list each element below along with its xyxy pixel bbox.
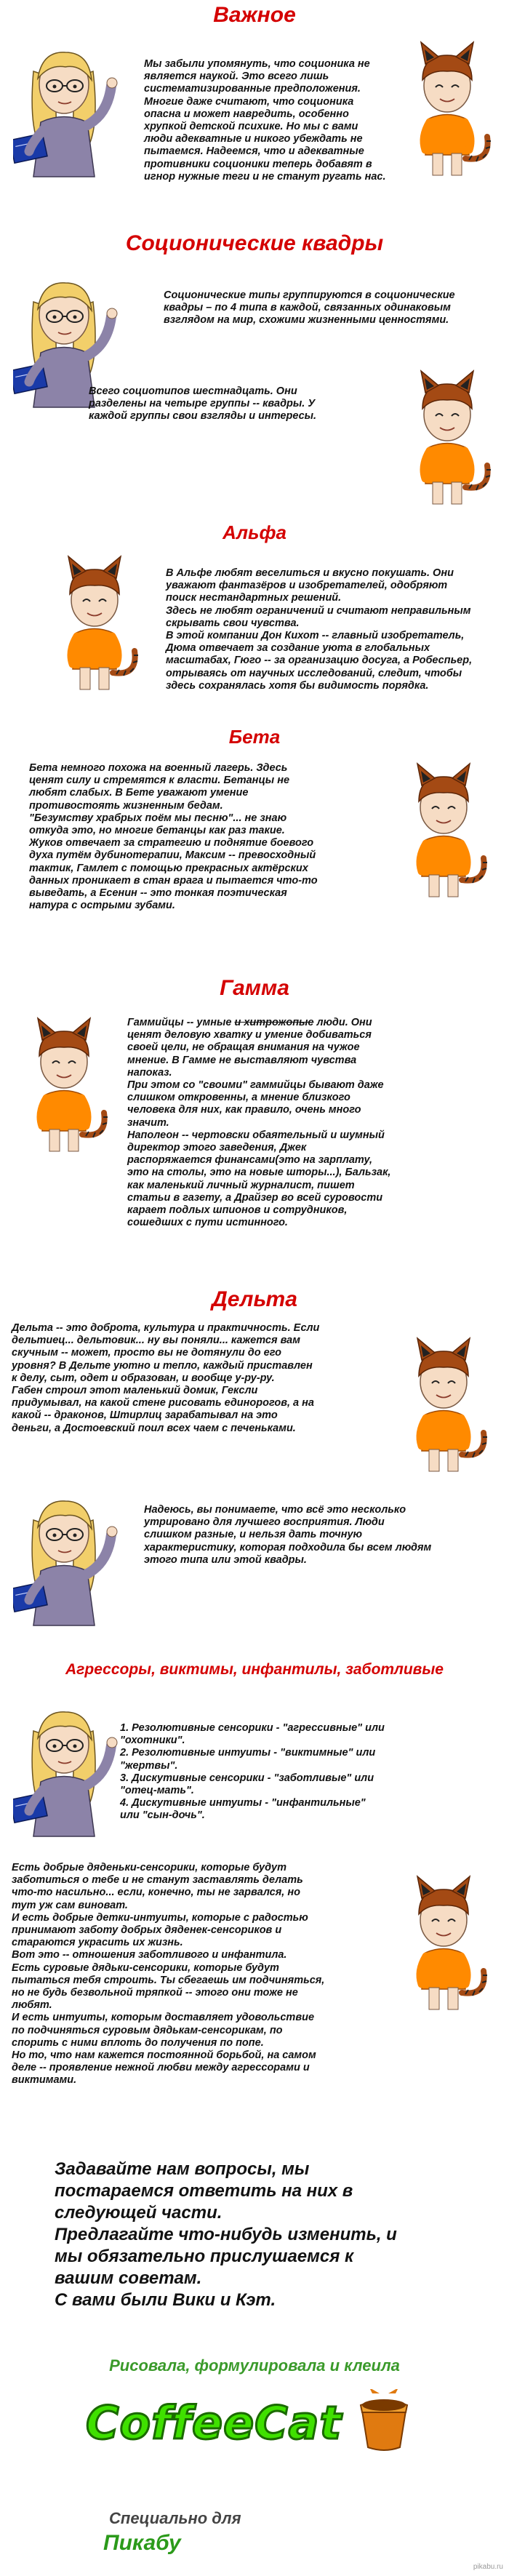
gamma-text bbox=[127, 1017, 454, 1229]
section-title-aggressors: Агрессоры, виктимы, инфантилы, заботливые bbox=[65, 1661, 444, 1678]
gamma-text-start: Гаммийцы -- умные bbox=[127, 1017, 235, 1028]
section-title-gamma: Гамма bbox=[220, 976, 289, 1000]
section-title-delta: Дельта bbox=[212, 1287, 297, 1311]
site-name: Пикабу bbox=[103, 2531, 181, 2555]
section-title-beta: Бета bbox=[228, 726, 281, 748]
gamma-text-rest: люди. Они ценят деловую хватку и умение добиваться своей цели, не обращая внимания на чужое мнение. В Гамме не выставляют чувства напоказ. При этом со "своими" гаммийцы бывают даже слишком откровенны, а мнение близкого человека для них, как правило, очень много значит. Наполеон -- чертовски обаятельный и шумный директор этого заведения, Джек распоряжается финансами(это на зарплату, это на столы, это на новые шторы...), Бальзак, как маленький личный журналист, пишет статьи в газету, а Драйзер во всей суровости карает подлых шпионов и сотрудников, сошедших с пути истинного. bbox=[127, 1017, 391, 1229]
cat-boy-icon bbox=[396, 364, 505, 516]
cat-boy-icon bbox=[13, 1011, 122, 1164]
alpha-text: В Альфе любят веселиться и вкусно покушать. Они уважают фантазёров и изобретателей, одобряют поиск нестандартных решений. Здесь не любят ограничений и считают неправильным скрывать свои чувства. В этой компании Дон Кихот -- главный изобретатель, Дюма отвечает за создание уюта в глобальных масштабах, Гюго -- за организацию досуга, а Робеспьер, отрываясь от научных исследований, следит, чтобы здесь сохранялась хотя бы видимость порядка. bbox=[166, 567, 473, 692]
cat-boy-icon bbox=[44, 549, 153, 702]
girl-with-glasses-icon bbox=[13, 1695, 122, 1847]
section-title-alpha: Альфа bbox=[223, 521, 286, 543]
aggressors-list: 1. Резолютивные сенсорики - "агрессивные" или "охотники". 2. Резолютивные интуиты - "виктимные" или "жертвы". 3. Дискутивные сенсорики - "заботливые" или "отец-мать". 4. Дискутивные интуиты - "инфантильные" или "сын-дочь". bbox=[120, 1722, 385, 1822]
beta-text: Бета немного похожа на военный лагерь. Здесь ценят силу и стремятся к власти. Бетанцы не любят слабых. В Бете уважают умение противостоять жизненным бедам. "Безумству храбрых поём мы песню"... не знаю откуда это, но многие бетанцы как раз такие. Жуков отвечает за стратегию и поднятие боевого духа путём дубинотерапии, Максим -- превосходный тактик, Гамлет с помощью прекрасных актёрских данных проникает в стан врага и пытается что-то выведать, а Есенин -- это тонкая поэтическая натура с острыми зубами. bbox=[29, 762, 318, 912]
cat-boy-icon bbox=[396, 35, 505, 188]
credit-line: Рисовала, формулировала и клеила bbox=[109, 2356, 400, 2375]
delta-text-2: Надеюсь, вы понимаете, что всё это несколько утрировано для лучшего восприятия. Люди слишком разные, и нельзя дать точную характеристику, которая подходила бы всем людям этого типа или этой квадры. bbox=[144, 1504, 432, 1566]
quadras-text: Соционические типы группируются в соционические квадры – по 4 типа в каждой, связанных одинаковым взглядом на мир, схожими жизненными ценностями. bbox=[164, 289, 455, 327]
cat-boy-icon bbox=[393, 1331, 502, 1484]
coffee-cup-icon bbox=[355, 2389, 413, 2455]
girl-with-glasses-icon bbox=[13, 1484, 122, 1636]
section-title-quadras: Соционические квадры bbox=[125, 231, 384, 255]
delta-text: Дельта -- это доброта, культура и практичность. Если дельтиец... дельтовик... ну вы поняли... кажется вам скучным -- может, просто вы не дотянули до его уровня? В Дельте уютно и тепло, каждый приставлен к делу, сыт, одет и образован, и вообще у-ру-ру. Габен строил этот маленький домик, Гексли придумывал, на какой стене рисовать единорогов, а на какой -- драконов, Штирлиц зарабатывал на это деньги, а Достоевский поил всех чаем с печеньками. bbox=[12, 1322, 320, 1434]
section-title-important: Важное bbox=[213, 3, 296, 27]
cat-boy-icon bbox=[393, 1869, 502, 2022]
important-text: Мы забыли упомянуть, что соционика не является наукой. Это всего лишь систематизированные предположения. Многие даже считают, что соционика опасна и может навредить, особенно хрупкой детской психике. Но мы с вами люди адекватные и никого убеждать не пытаемся. Надеемся, что и адекватные противники соционики теперь добавят в игнор нужные теги и не станут ругать нас. bbox=[144, 58, 386, 183]
closing-text: Задавайте нам вопросы, мы постараемся ответить на них в следующей части. Предлагайте что-нибудь изменить, и мы обязательно прислушаемся к вашим советам. С вами были Вики и Кэт. bbox=[55, 2159, 397, 2310]
girl-with-glasses-icon bbox=[13, 35, 122, 188]
special-for-label: Специально для bbox=[109, 2509, 241, 2527]
coffeecat-logo: CoffeeCat bbox=[86, 2396, 342, 2449]
watermark: pikabu.ru bbox=[473, 2563, 503, 2571]
quadras-text-2: Всего социотипов шестнадцать. Они разделены на четыре группы -- квадры. У каждой группы свои взгляды и интересы. bbox=[89, 385, 317, 423]
cat-boy-icon bbox=[393, 756, 502, 909]
aggressors-text: Есть добрые дяденьки-сенсорики, которые будут заботиться о тебе и не станут заставлять делать что-то насильно... если, конечно, ты не зарвался, но тут уж сам виноват. И есть добрые детки-интуиты, которые с радостью принимают заботу добрых дяденек-сенсориков и стараются украсить их жизнь. Вот это -- отношения заботливого и инфантила. Есть суровые дядьки-сенсорики, которые будут пытаться тебя строить. Ты сбегаешь им подчиняться, но не будь безвольной тряпкой -- этого они тоже не любят. И есть интуиты, которым доставляет удовольствие по подчиняться суровым дядькам-сенсорикам, по спорить с ними вплоть до получения по попе. Но то, что нам кажется постоянной борьбой, на самом деле -- проявление нежной любви между агрессорами и виктимами. bbox=[12, 1862, 325, 2087]
gamma-text-struck: и хитрожопые bbox=[234, 1017, 314, 1028]
